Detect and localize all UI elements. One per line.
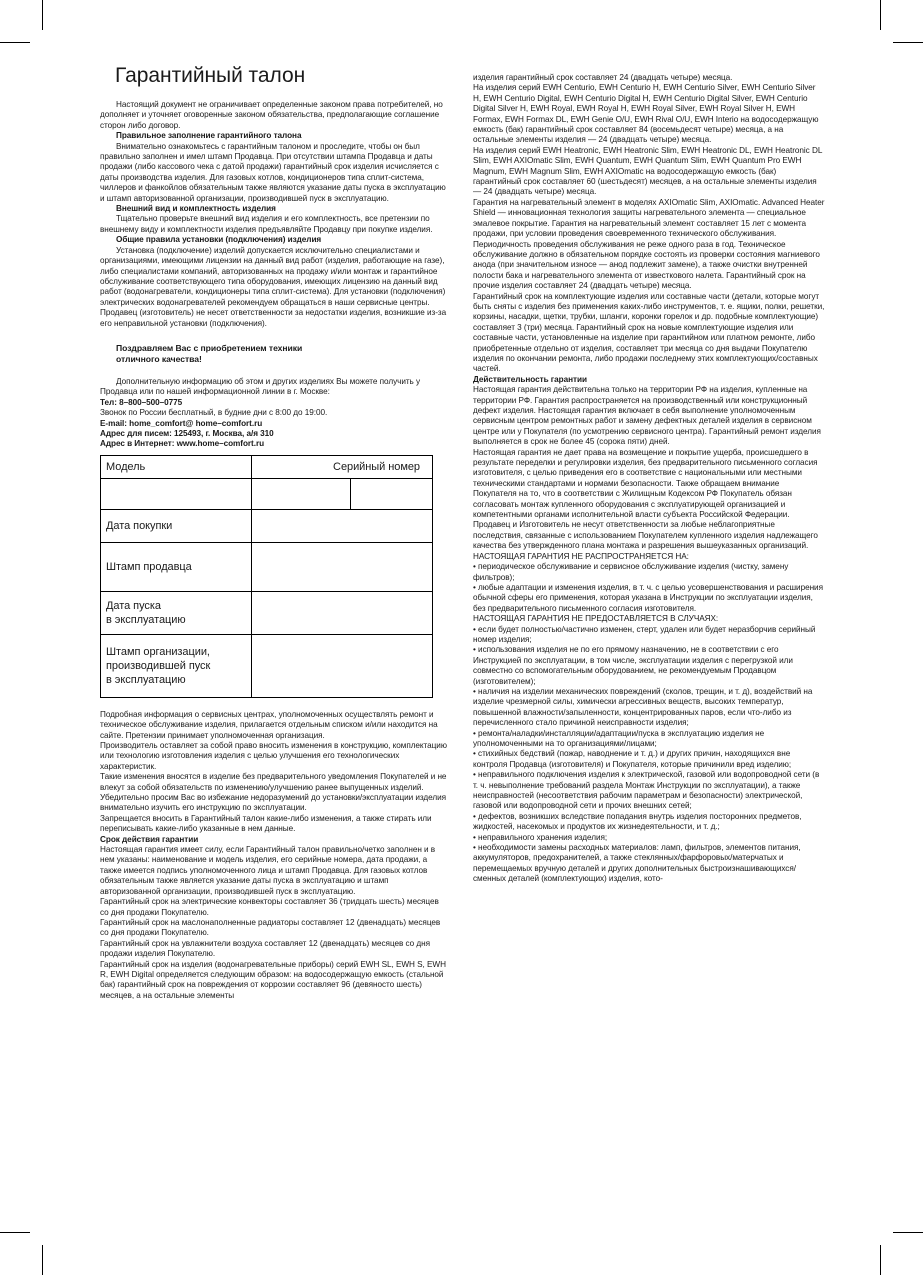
purchase-date-label: Дата покупки bbox=[101, 509, 252, 542]
exclusion-item: • использования изделия не по его прямому назначению, не в соответствии с его Инструкцией по эксплуатации, в том числе, эксплуатации изделия с перегрузкой или совместно со вспомогательным оборудованием, не рекомендуемым Продавцом (изготовителем); bbox=[473, 645, 793, 686]
components-paragraph: Гарантийный срок на комплектующие изделия или составные части (детали, которые могут быть сняты с изделия без применения каких-либо инструментов, т. е. ящики, полки, решетки, корзины, насадки, щетки, трубки, шланги, коронки горелок и др. подобные комплектующие) составляет 3 (три) месяца. Гарантийный срок на новые комплектующие изделия или составные части, установленные на изделие при гарантийном или платном ремонте, либо приобретенные отдельно от изделия, составляет три месяца со дня выдачи Покупателю изделия по окончании ремонта, либо продажи последнему этих комплектующих/составных частей. bbox=[473, 291, 825, 374]
postal-address: Адрес для писем: 125493, г. Москва, а/я 310 bbox=[100, 428, 274, 438]
not-cover-heading: НАСТОЯЩАЯ ГАРАНТИЯ НЕ РАСПРОСТРАНЯЕТСЯ НА: bbox=[473, 551, 689, 561]
service-info-paragraph: Подробная информация о сервисных центрах, уполномоченных осуществлять ремонт и техническое обслуживание изделия, прилагается отдельным списком и/или находится на сайте. Претензии принимает уполномоченная организация. bbox=[100, 709, 438, 740]
changes-notice-paragraph: Такие изменения вносятся в изделие без предварительного уведомления Покупателей и не влекут за собой обязательств по изменению/улучшению ранее выпущенных изделий. bbox=[100, 772, 447, 792]
exclusion-item: • неправильного подключения изделия к электрической, газовой или водопроводной сети (в т. ч. невыполнение требований раздела Монтаж Инструкции по эксплуатации), а также неисправностей (несоответствия рабочим параметрам и безопасности) электрической, газовой или водопроводной сети и прочих внешних сетей; bbox=[473, 770, 820, 811]
purchase-date-field[interactable] bbox=[252, 509, 433, 542]
not-provided-heading: НАСТОЯЩАЯ ГАРАНТИЯ НЕ ПРЕДОСТАВЛЯЕТСЯ В СЛУЧАЯХ: bbox=[473, 614, 719, 624]
term-humidifiers: Гарантийный срок на увлажнители воздуха составляет 12 (двенадцать) месяцев со дня продажи изделия Покупателю. bbox=[100, 938, 430, 959]
exclusion-item: • стихийных бедствий (пожар, наводнение и т. д.) и других причин, находящихся вне контроля Продавца (изготовителя) и Покупателя, которые причинили вред изделию; bbox=[473, 749, 792, 769]
not-cover-item: • любые адаптации и изменения изделия, в т. ч. с целью усовершенствования и расширения обычной сферы его применения, которая указана в Инструкции по эксплуатации изделия, без предварительного письменного согласия изготовителя. bbox=[473, 582, 823, 613]
contact-intro: Дополнительную информацию об этом и других изделиях Вы можете получить у Продавца или по нашей информационной линии в г. Москве: bbox=[100, 376, 421, 397]
congrats-line: отличного качества! bbox=[116, 353, 202, 364]
exclusion-item: • неправильного хранения изделия; bbox=[473, 832, 608, 842]
model-label: Модель bbox=[101, 455, 252, 478]
exclusion-item: • необходимости замены расходных материалов: ламп, фильтров, элементов питания, аккумуляторов, предохранителей, а также стеклянных/фарфоровых/матерчатых и перемещаемых вручную деталей и других дополнительных быстроизнашивающихся/сменных деталей (комплектующих) изделия, кото- bbox=[473, 843, 801, 884]
term-paragraph: Настоящая гарантия имеет силу, если Гарантийный талон правильно/четко заполнен и в нем указаны: наименование и модель изделия, его серийные номера, дата продажи, а также имеется подпись уполномоченного лица и штамп Продавца. Для газовых котлов обязательным также является указание даты пуска в эксплуатацию и штамп авторизованной организации, производившей пуск в эксплуатацию. bbox=[100, 845, 436, 896]
term-heaters: Гарантийный срок на изделия (водонагревательные приборы) серий EWH SL, EWH S, EWH R, EWH Digital определяется следующим образом: на водосодержащую емкость (стальной бак) гарантийный срок на повреждения от коррозии составляет 96 (девяносто шесть) месяцев, а на остальные элементы bbox=[100, 959, 446, 1000]
term-convectors: Гарантийный срок на электрические конвекторы составляет 36 (тридцать шесть) месяцев со дня продажи Покупателю. bbox=[100, 897, 439, 917]
validity-heading: Действительность гарантии bbox=[473, 374, 587, 384]
intro-paragraph: Настоящий документ не ограничивает определенные законом права потребителей, но дополняет и уточняет оговоренные законом обязательства, предполагающие соглашение сторон либо договор. bbox=[100, 100, 443, 130]
email: E-mail: home_comfort@ home–comfort.ru bbox=[100, 418, 263, 428]
fill-paragraph: Внимательно ознакомьтесь с гарантийным талоном и проследите, чтобы он был правильно заполнен и имел штамп Продавца. При отсутствии штампа Продавца и даты продажи (либо кассового чека с датой продажи) гарантийный срок изделия исчисляется с даты производства изделия. Для газовых котлов, кондиционеров типа сплит-система, чиллеров и фанкойлов обязательным также являются указание даты пуска в эксплуатацию и штамп авторизованной организации, производившей пуск в эксплуатацию. bbox=[100, 141, 446, 203]
start-date-field[interactable] bbox=[252, 591, 433, 634]
no-rights-paragraph: Настоящая гарантия не дает права на возмещение и покрытие ущерба, происшедшего в результате переделки и регулировки изделия, без предварительного письменного согласия изготовителя, с целью приведения его в соответствие с национальными или местными техническими стандартами и нормами безопасности. Также обращаем внимание Покупателя на то, что в соответствии с Жилищным Кодексом РФ Покупатель обязан согласовать монтаж купленного оборудования с эксплуатирующей организацией и компетентными органами исполнительной власти субъекта Российской Федерации. Продавец и Изготовитель не несут ответственности за любые неблагоприятные последствия, связанные с использованием Покупателем купленного изделия надлежащего качества без утвержденного плана монтажа и разрешения вышеуказанных организаций. bbox=[473, 447, 818, 551]
seller-stamp-label: Штамп продавца bbox=[101, 542, 252, 591]
start-date-label-line: в эксплуатацию bbox=[106, 613, 186, 626]
centurio-paragraph: На изделия серий EWH Centurio, EWH Centurio H, EWH Centurio Silver, EWH Centurio Silver H, EWH Centurio Digital, EWH Centurio Digital H, EWH Centurio Digital Silver, EWH Centurio Digital Silver H, EWH Royal, EWH Royal H, EWH Royal Silver, EWH Royal Silver H, EWH Formax, EWH Formax DL, EWH Genie O/U, EWH Rival O/U, EWH Interio на водосодержащую емкость (бак) гарантийный срок составляет 84 (восемьдесят четыре) месяца, а на остальные элементы изделия — 24 (двадцать четыре) месяца. bbox=[473, 83, 819, 145]
website: Адрес в Интернет: www.home–comfort.ru bbox=[100, 439, 265, 449]
exclusion-item: • если будет полностью/частично изменен, стерт, удален или будет неразборчив серийный номер изделия; bbox=[473, 624, 816, 644]
phone-note: Звонок по России бесплатный, в будние дни с 8:00 до 19:00. bbox=[100, 408, 328, 418]
org-stamp-label-line: в эксплуатацию bbox=[106, 673, 186, 686]
congrats-line: Поздравляем Вас с приобретением техники bbox=[116, 342, 303, 353]
exclusion-item: • наличия на изделии механических повреждений (сколов, трещин, и т. д), воздействий на изделие чрезмерной силы, химически агрессивных веществ, высоких температур, повышенной влажности/запыленности, концентрированных паров, если что-либо из перечисленного стало причиной неисправности изделия; bbox=[473, 686, 813, 728]
term-heading: Срок действия гарантии bbox=[100, 834, 199, 844]
phone: Тел: 8–800–500–0775 bbox=[100, 397, 183, 407]
notes bbox=[100, 710, 448, 1001]
contact-info bbox=[100, 377, 448, 450]
continuation-paragraph: изделия гарантийный срок составляет 24 (двадцать четыре) месяца. bbox=[473, 73, 733, 82]
fill-heading: Правильное заполнение гарантийного талона bbox=[116, 131, 302, 141]
model-field[interactable] bbox=[101, 478, 252, 509]
heating-element-paragraph: Гарантия на нагревательный элемент в моделях AXIOmatic Slim, AXIOmatic. Advanced Heater Shield — инновационная технология защиты нагревательного элемента — специальное эмалевое покрытие. Гарантия на нагревательный элемент составляет 15 лет с момента продажи, при условии проведения своевременного технического обслуживания. Периодичность проведения обслуживания не реже одного раза в год. Техническое обслуживание должно в обязательном порядке состоять из проверки состояния магниевого анода (при значительном износе — анод подлежит замене), а также очистки внутренней полости бака и нагревательного элемента от известкового налета. Гарантийный срок на прочие изделия составляет 24 (двадцать четыре) месяца. bbox=[473, 197, 825, 291]
right-column bbox=[473, 73, 825, 885]
warranty-form bbox=[100, 455, 433, 698]
crop-mark bbox=[42, 0, 43, 30]
serial-field[interactable] bbox=[252, 478, 351, 509]
not-cover-item: • периодическое обслуживание и сервисное обслуживание изделия (чистку, замену фильтров); bbox=[473, 562, 789, 582]
prohibition-paragraph: Запрещается вносить в Гарантийный талон какие-либо изменения, а также стирать или переписывать какие-либо указанные в нем данные. bbox=[100, 813, 432, 834]
crop-mark bbox=[42, 1245, 43, 1275]
crop-mark bbox=[880, 0, 881, 30]
exclusion-item: • ремонта/наладки/инсталляции/адаптации/пуска в эксплуатацию изделия не уполномоченными на то организациями/лицами; bbox=[473, 728, 765, 748]
seller-stamp-field[interactable] bbox=[252, 542, 433, 591]
appearance-paragraph: Тщательно проверьте внешний вид изделия и его комплектность, все претензии по внешнему виду и комплектности изделия предъявляйте Продавцу при покупке изделия. bbox=[100, 214, 433, 234]
left-column bbox=[100, 64, 448, 1001]
validity-paragraph: Настоящая гарантия действительна только на территории РФ на изделия, купленные на территории РФ. Гарантия распространяется на производственный или конструкционный дефект изделия. Настоящая гарантия включает в себя выполнение уполномоченным сервисным центром ремонтных работ и замену дефектных деталей изделия в сервисном центре или у Покупателя (по усмотрению сервисного центра). Гарантийный ремонт изделия выполняется в срок не более 45 (сорока пяти) дней. bbox=[473, 385, 821, 447]
start-date-label-line: Дата пуска bbox=[106, 599, 161, 612]
start-date-label bbox=[101, 591, 252, 634]
page-title: Гарантийный талон bbox=[115, 64, 306, 87]
changes-paragraph: Производитель оставляет за собой право вносить изменения в конструкцию, комплектацию или технологию изготовления изделия с целью улучшения его технологических характеристик. bbox=[100, 741, 447, 771]
crop-mark bbox=[0, 42, 30, 43]
request-paragraph: Убедительно просим Вас во избежание недоразумений до установки/эксплуатации изделия внимательно изучить его инструкцию по эксплуатации. bbox=[100, 793, 446, 813]
crop-mark bbox=[893, 1232, 923, 1233]
serial-label: Серийный номер bbox=[252, 455, 433, 478]
org-stamp-label bbox=[101, 634, 252, 697]
crop-mark bbox=[0, 1232, 30, 1233]
install-paragraph: Установка (подключение) изделий допускается исключительно специалистами и организациями, имеющими лицензии на данный вид работ (изделия, работающие на газе), либо специалистами компаний, авторизованных на продажу и/или монтаж и гарантийное обслуживание соответствующего типа оборудования, имеющих лицензию на данный вид работ (водонагреватели, кондиционеры типа сплит-система). Для установки (подключения) электрических водонагревателей рекомендуем обращаться в наши сервисные центры. Продавец (изготовитель) не несет ответственности за недостатки изделия, возникшие из-за его неправильной установки (подключения). bbox=[100, 245, 447, 328]
install-heading: Общие правила установки (подключения) изделия bbox=[116, 235, 322, 245]
crop-mark bbox=[880, 1245, 881, 1275]
term-radiators: Гарантийный срок на маслонаполненные радиаторы составляет 12 (двенадцать) месяцев со дня продажи Покупателю. bbox=[100, 917, 441, 938]
appearance-heading: Внешний вид и комплектность изделия bbox=[116, 204, 276, 214]
serial-field[interactable] bbox=[351, 478, 433, 509]
org-stamp-field[interactable] bbox=[252, 634, 433, 697]
exclusion-item: • дефектов, возникших вследствие попадания внутрь изделия посторонних предметов, жидкостей, насекомых и продуктов их жизнедеятельности, и т. д.; bbox=[473, 811, 802, 832]
org-stamp-label-line: Штамп организации, bbox=[106, 645, 210, 658]
crop-mark bbox=[893, 42, 923, 43]
heatronic-paragraph: На изделия серий EWH Heatronic, EWH Heatronic Slim, EWH Heatronic DL, EWH Heatronic DL Slim, EWH AXIOmatic Slim, EWH Quantum, EWH Quantum Slim, EWH Quantum Pro EWH Magnum, EWH Magnum Slim, EWH AXIOmatic на водосодержащую емкость (бак) гарантийный срок составляет 60 (шестьдесят) месяцев, а на остальные элементы изделия — 24 (двадцать четыре) месяца. bbox=[473, 145, 823, 197]
org-stamp-label-line: производившей пуск bbox=[106, 659, 211, 672]
congrats-block bbox=[116, 343, 448, 365]
